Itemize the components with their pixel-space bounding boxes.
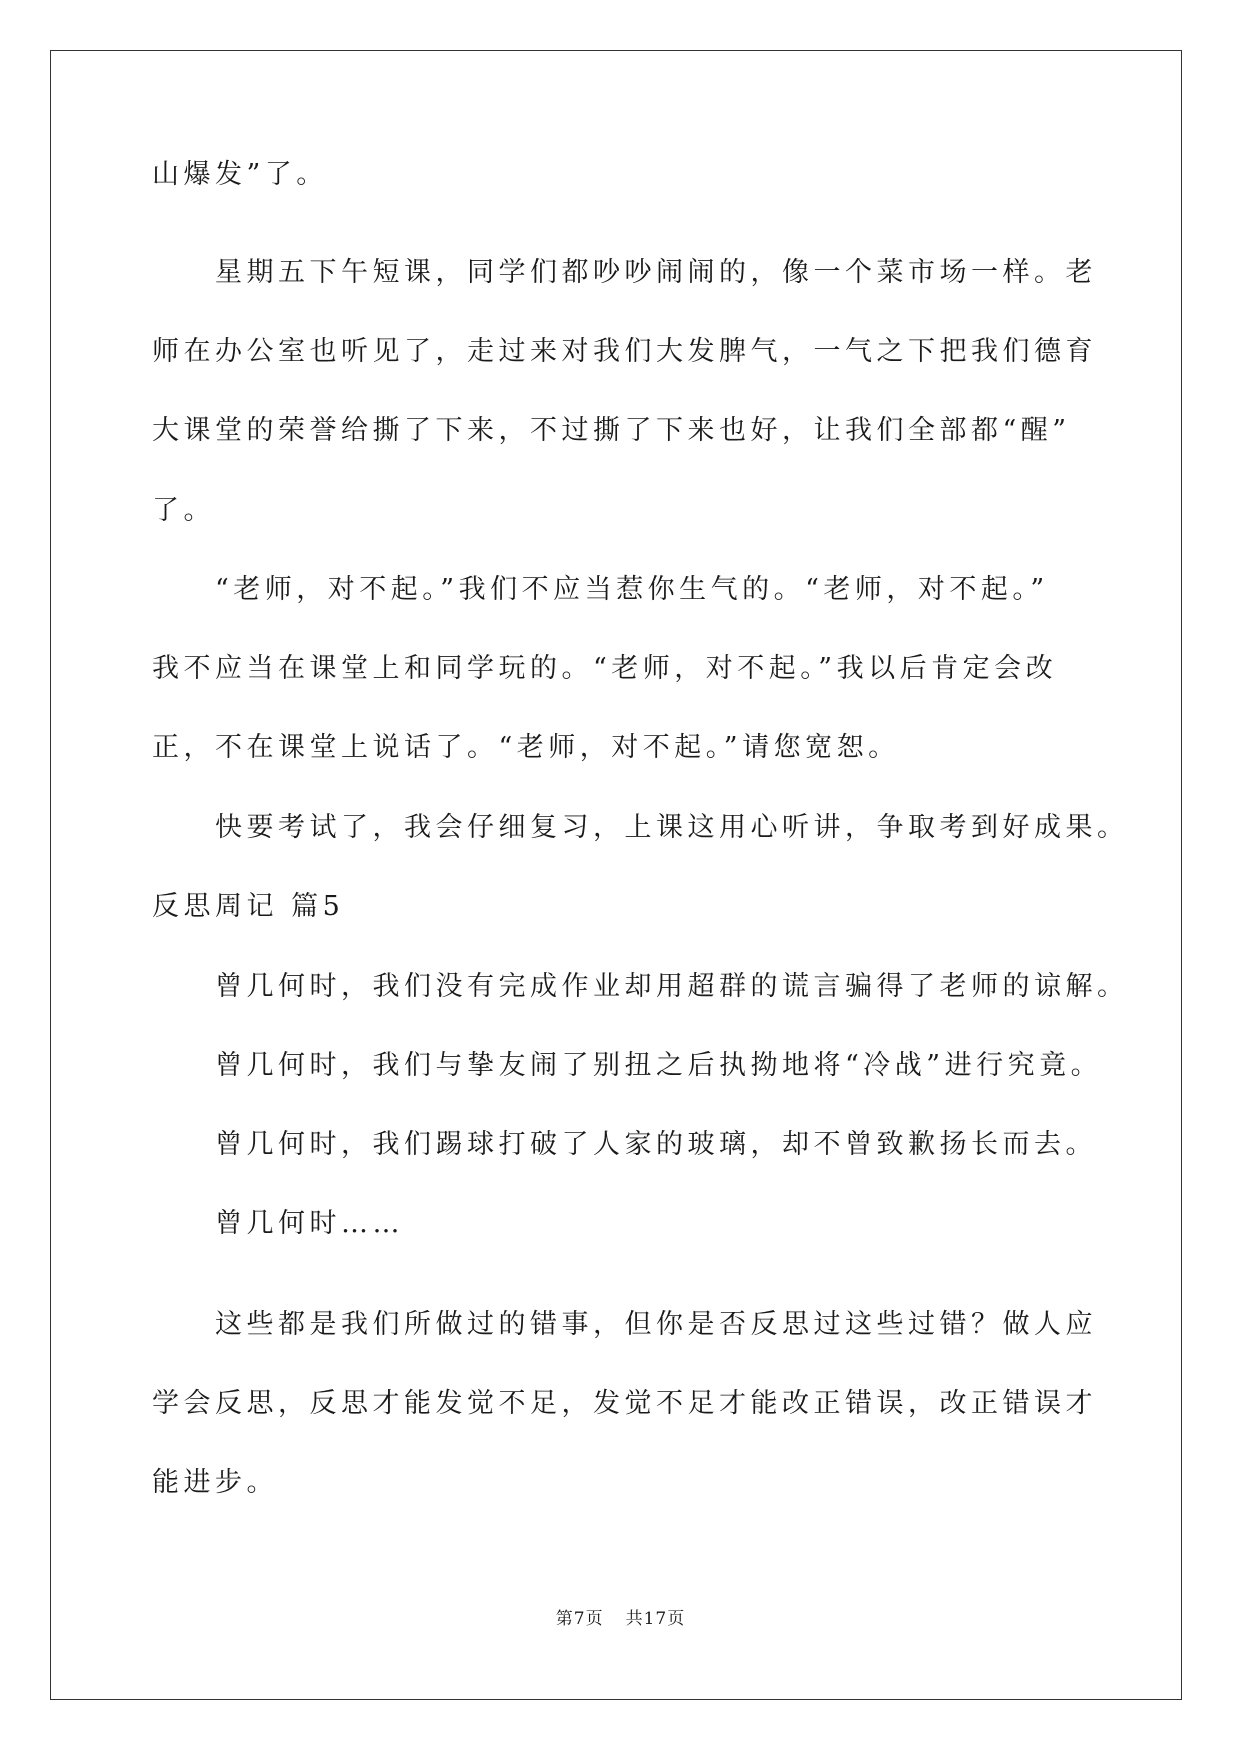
paragraph-line-9: 快要考试了，我会仔细复习，上课这用心听讲，争取考到好成果。	[215, 812, 1129, 843]
paragraph-line-13: 曾几何时，我们踢球打破了人家的玻璃，却不曾致歉扬长而去。	[215, 1129, 1097, 1160]
paragraph-line-6: “老师，对不起。”我们不应当惹你生气的。“老师，对不起。”	[215, 574, 1049, 605]
text-line-1: 山爆发”了。	[152, 159, 328, 190]
text-line-17: 能进步。	[152, 1467, 278, 1498]
paragraph-line-14: 曾几何时……	[215, 1208, 404, 1239]
text-line-3: 师在办公室也听见了，走过来对我们大发脾气，一气之下把我们德育	[152, 336, 1097, 367]
text-line-5: 了。	[152, 495, 215, 526]
page-total: 共17页	[625, 1609, 686, 1629]
section-heading: 反思周记 篇5	[152, 891, 345, 922]
text-line-8: 正，不在课堂上说话了。“老师，对不起。”请您宽恕。	[152, 732, 900, 763]
paragraph-line-2: 星期五下午短课，同学们都吵吵闹闹的，像一个菜市场一样。老	[215, 257, 1097, 288]
paragraph-line-15: 这些都是我们所做过的错事，但你是否反思过这些过错？做人应	[215, 1309, 1097, 1340]
paragraph-line-11: 曾几何时，我们没有完成作业却用超群的谎言骗得了老师的谅解。	[215, 971, 1129, 1002]
page-border	[50, 50, 1182, 1700]
text-line-4: 大课堂的荣誉给撕了下来，不过撕了下来也好，让我们全部都“醒”	[152, 415, 1071, 446]
text-line-7: 我不应当在课堂上和同学玩的。“老师，对不起。”我以后肯定会改	[152, 653, 1058, 684]
paragraph-line-12: 曾几何时，我们与挚友闹了别扭之后执拗地将“冷战”进行究竟。	[215, 1050, 1103, 1081]
page-footer	[0, 1608, 1241, 1630]
page-number: 第7页	[555, 1609, 604, 1629]
text-line-16: 学会反思，反思才能发觉不足，发觉不足才能改正错误，改正错误才	[152, 1388, 1097, 1419]
